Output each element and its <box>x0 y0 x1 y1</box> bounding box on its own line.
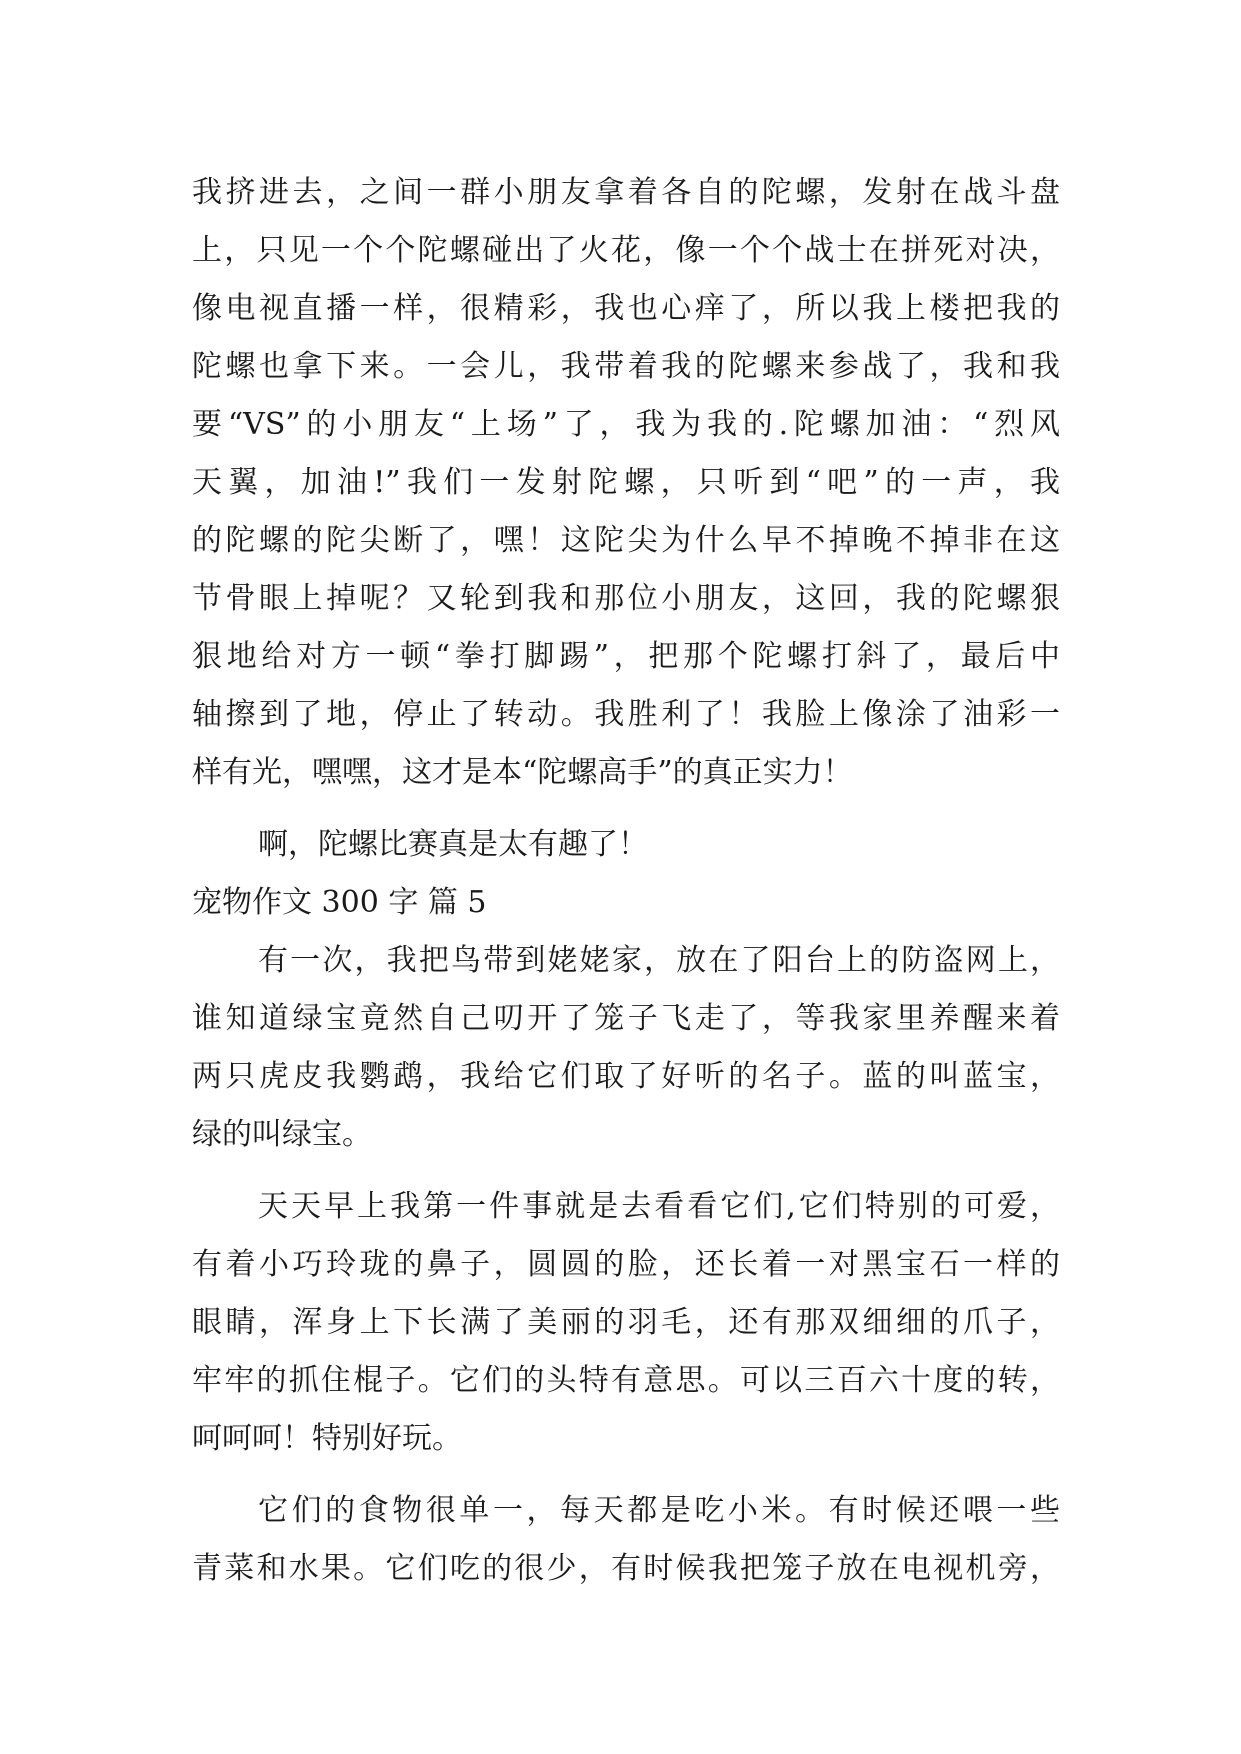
heading-text: 宠物作文 300 字 篇 5 <box>192 885 487 920</box>
paragraph-gap <box>192 1468 1060 1482</box>
paragraph-line: 的陀螺的陀尖断了，嘿！这陀尖为什么早不掉晚不掉非在这 <box>192 523 1060 558</box>
paragraph-line: 有着小巧玲珑的鼻子，圆圆的脸，还长着一对黑宝石一样的 <box>192 1247 1060 1282</box>
paragraph-line: 它们的食物很单一，每天都是吃小米。有时候还喂一些 <box>258 1493 1060 1528</box>
paragraph-3 <box>192 932 1060 1164</box>
paragraph-line: 谁知道绿宝竟然自己叨开了笼子飞走了，等我家里养醒来着 <box>192 1001 1060 1036</box>
paragraph-line: 我挤进去，之间一群小朋友拿着各自的陀螺，发射在战斗盘 <box>192 175 1060 210</box>
paragraph-line: 样有光，嘿嘿，这才是本“陀螺高手”的真正实力！ <box>192 755 853 790</box>
paragraph-line: 上，只见一个个陀螺碰出了火花，像一个个战士在拼死对决， <box>192 233 1060 268</box>
paragraph-line: 啊，陀螺比赛真是太有趣了！ <box>258 827 648 862</box>
paragraph-line: 天翼，加油!”我们一发射陀螺，只听到“吧”的一声，我 <box>192 465 1060 500</box>
paragraph-line: 眼睛，浑身上下长满了美丽的羽毛，还有那双细细的爪子， <box>192 1305 1060 1340</box>
paragraph-gap <box>192 802 1060 816</box>
paragraph-2 <box>192 816 1060 874</box>
paragraph-line: 牢牢的抓住棍子。它们的头特有意思。可以三百六十度的转， <box>192 1363 1060 1398</box>
paragraph-line: 轴擦到了地，停止了转动。我胜利了！我脸上像涂了油彩一 <box>192 697 1060 732</box>
paragraph-1 <box>192 164 1060 802</box>
paragraph-gap <box>192 1164 1060 1178</box>
paragraph-line: 陀螺也拿下来。一会儿，我带着我的陀螺来参战了，我和我 <box>192 349 1060 384</box>
paragraph-line: 青菜和水果。它们吃的很少，有时候我把笼子放在电视机旁， <box>192 1551 1060 1586</box>
paragraph-line: 节骨眼上掉呢？又轮到我和那位小朋友，这回，我的陀螺狠 <box>192 581 1060 616</box>
paragraph-4 <box>192 1178 1060 1468</box>
paragraph-line: 绿的叫绿宝。 <box>192 1117 372 1152</box>
section-heading <box>192 874 1060 932</box>
document-body <box>192 164 1060 1598</box>
paragraph-line: 狠地给对方一顿“拳打脚踢”，把那个陀螺打斜了，最后中 <box>192 639 1060 674</box>
paragraph-5 <box>192 1482 1060 1598</box>
paragraph-line: 呵呵呵！特别好玩。 <box>192 1421 462 1456</box>
paragraph-line: 要“VS”的小朋友“上场”了，我为我的.陀螺加油：“烈风 <box>192 407 1060 442</box>
paragraph-line: 两只虎皮我鹦鹉，我给它们取了好听的名子。蓝的叫蓝宝， <box>192 1059 1060 1094</box>
paragraph-line: 有一次，我把鸟带到姥姥家，放在了阳台上的防盗网上， <box>258 943 1060 978</box>
paragraph-line: 天天早上我第一件事就是去看看它们,它们特别的可爱， <box>258 1189 1060 1224</box>
paragraph-line: 像电视直播一样，很精彩，我也心痒了，所以我上楼把我的 <box>192 291 1060 326</box>
